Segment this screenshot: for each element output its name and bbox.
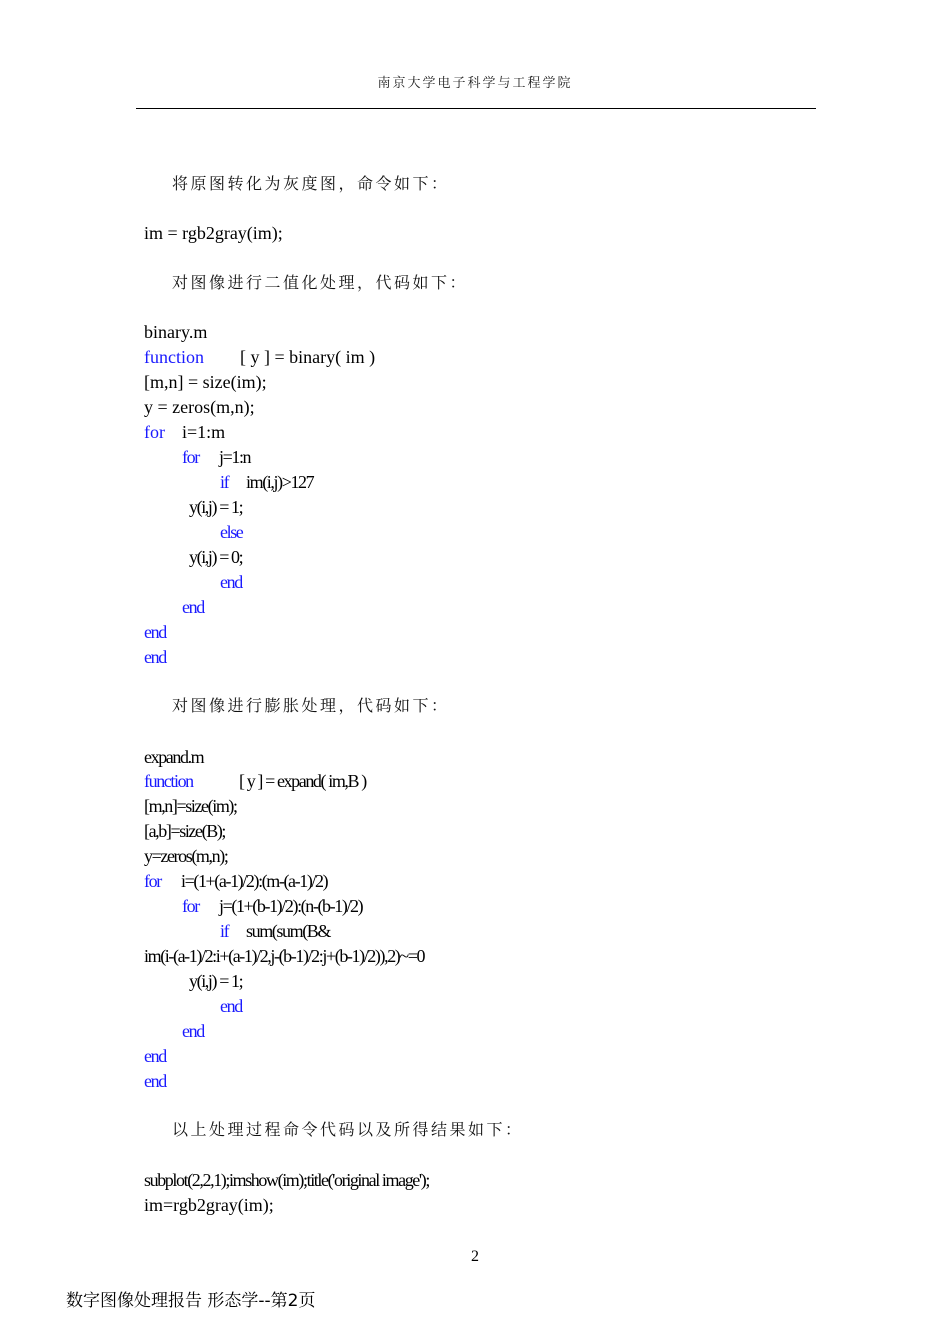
expand-keyword-for-outer: for — [144, 871, 161, 891]
expand-signature: [ y ] = expand( im,B ) — [239, 771, 366, 791]
expand-zeros-line: y=zeros(m,n); — [144, 846, 228, 866]
page-number: 2 — [471, 1248, 479, 1265]
result-code-line-2: im=rgb2gray(im); — [144, 1195, 274, 1215]
paragraph-gray-intro: 将原图转化为灰度图，命令如下： — [172, 174, 450, 193]
expand-for-outer-range: i=(1+(a-1)/2):(m-(a-1)/2) — [181, 871, 328, 891]
binary-if-condition: im(i,j)>127 — [246, 472, 314, 492]
expand-size-b-line: [a,b]=size(B); — [144, 821, 226, 841]
result-code-line-1: subplot(2,2,1);imshow(im);title('original image'); — [144, 1170, 429, 1190]
code-gray-command: im = rgb2gray(im); — [144, 223, 283, 243]
binary-keyword-for-outer: for — [144, 422, 165, 442]
page-footer: 数字图像处理报告 形态学--第2页 — [66, 1291, 316, 1311]
expand-filename: expand.m — [144, 747, 204, 767]
binary-keyword-else: else — [220, 522, 243, 542]
expand-size-m-line: [m,n]=size(im); — [144, 796, 237, 816]
binary-for-outer-range: i=1:m — [182, 422, 226, 442]
binary-signature: [ y ] = binary( im ) — [240, 347, 376, 367]
expand-keyword-for-inner: for — [182, 896, 199, 916]
expand-keyword-if: if — [220, 921, 229, 941]
expand-keyword-end-inner: end — [182, 1021, 204, 1041]
binary-keyword-if: if — [220, 472, 229, 492]
binary-keyword-end-if: end — [220, 572, 242, 592]
expand-assign-one: y(i,j) = 1; — [189, 971, 243, 991]
binary-zeros-line: y = zeros(m,n); — [144, 397, 255, 417]
paragraph-result-intro: 以上处理过程命令代码以及所得结果如下： — [172, 1120, 524, 1139]
expand-keyword-end-function: end — [144, 1071, 166, 1091]
binary-keyword-end-function: end — [144, 647, 166, 667]
page-header: 南京大学电子科学与工程学院 — [377, 76, 573, 91]
binary-keyword-for-inner: for — [182, 447, 199, 467]
binary-assign-zero: y(i,j) = 0; — [189, 547, 243, 567]
paragraph-expand-intro: 对图像进行膨胀处理，代码如下： — [172, 696, 450, 715]
expand-keyword-end-if: end — [220, 996, 242, 1016]
expand-if-condition-continued: im(i-(a-1)/2:i+(a-1)/2,j-(b-1)/2:j+(b-1)/2)),2)~=0 — [144, 946, 425, 966]
binary-assign-one: y(i,j) = 1; — [189, 497, 243, 517]
binary-for-inner-range: j=1:n — [219, 447, 251, 467]
binary-keyword-end-inner: end — [182, 597, 204, 617]
expand-keyword-end-outer: end — [144, 1046, 166, 1066]
binary-keyword-function: function — [144, 347, 204, 367]
header-divider — [136, 108, 816, 109]
expand-keyword-function: function — [144, 771, 193, 791]
binary-filename: binary.m — [144, 322, 208, 342]
binary-size-line: [m,n] = size(im); — [144, 372, 267, 392]
paragraph-binary-intro: 对图像进行二值化处理，代码如下： — [172, 273, 469, 292]
expand-for-inner-range: j=(1+(b-1)/2):(n-(b-1)/2) — [219, 896, 363, 916]
expand-if-condition: sum(sum(B& — [246, 921, 331, 941]
binary-keyword-end-outer: end — [144, 622, 166, 642]
